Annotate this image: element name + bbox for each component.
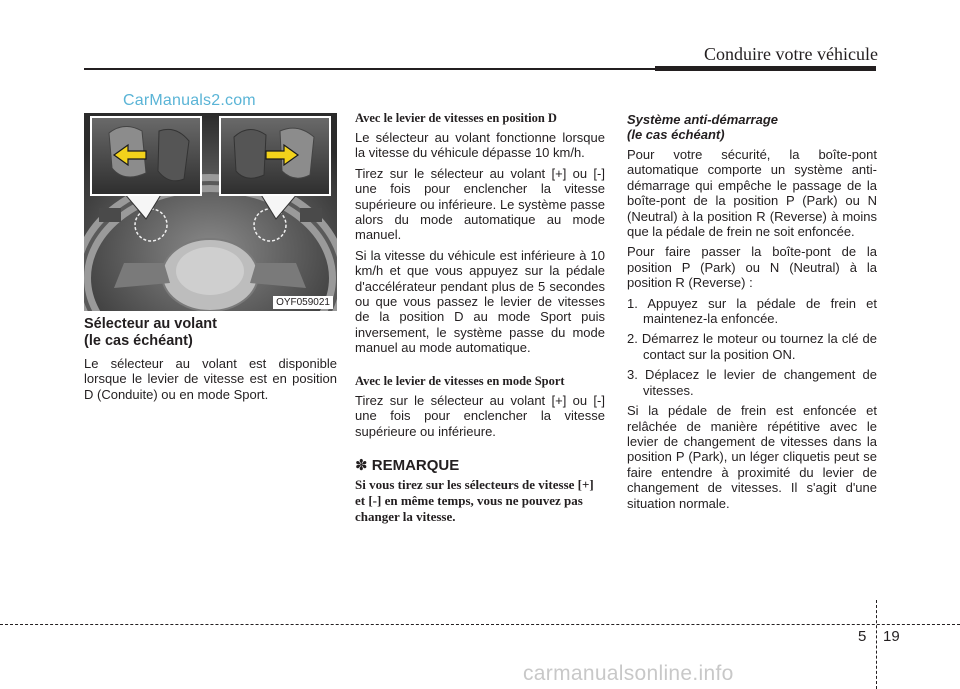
paragraph: Si la vitesse du véhicule est inférieure à 10 km/h et que vous appuyez sur la pédale d'accélérateur pendant plus de 5 secondes ou que vous passez le levier de vitesses de la position D au mode Sport puis inversement, le système passe du mode manuel au mode automatique. (355, 247, 605, 356)
remark-text: Si vous tirez sur les sélecteurs de vitesse [+] et [-] en même temps, vous ne pouvez pas changer la vitesse. (355, 476, 594, 524)
section-heading-line2: (le cas échéant) (84, 333, 193, 349)
section-heading-line2: (le cas échéant) (627, 127, 725, 142)
watermark-top[interactable]: CarManuals2.com (123, 92, 256, 109)
footer-rule (0, 624, 960, 625)
chapter-number: 5 (858, 628, 867, 645)
column-middle (355, 111, 605, 525)
steering-wheel-illustration (84, 113, 337, 311)
subheading-position-d: Avec le levier de vitesses en position D (355, 111, 557, 125)
header-title: Conduire votre véhicule (704, 44, 878, 64)
watermark-bottom[interactable]: carmanualsonline.info (523, 662, 734, 685)
column-left (84, 316, 337, 402)
paragraph: Pour votre sécurité, la boîte-pont automatique comporte un système anti-démarrage qui empêche le passage de la boîte-pont de la position P (Park) ou N (Neutral) à la position R (Reverse) à moins que la pédale de frein ne soit enfoncée. (627, 147, 877, 240)
column-right (627, 112, 877, 511)
paragraph: Si la pédale de frein est enfoncée et relâchée de manière répétitive avec le levier de changement de vitesses dans la position P (Park), un léger cliquetis peut se faire entendre à proximité du levier de changement de vitesses. Il s'agit d'une situation normale. (627, 403, 877, 511)
list-item: 3. Déplacez le levier de changement de vitesses. (627, 367, 877, 398)
subheading-sport-mode: Avec le levier de vitesses en mode Sport (355, 373, 565, 388)
header-rule-accent (655, 66, 876, 71)
section-heading-line1: Sélecteur au volant (84, 316, 217, 332)
section-heading-line1: Système anti-démarrage (627, 112, 779, 127)
paragraph: Le sélecteur au volant fonctionne lorsque la vitesse du véhicule dépasse 10 km/h. (355, 130, 605, 161)
paragraph: Pour faire passer la boîte-pont de la position P (Park) ou N (Neutral) à la position R (Reverse) : (627, 244, 877, 291)
list-item: 1. Appuyez sur la pédale de frein et maintenez-la enfoncée. (627, 295, 877, 327)
page-number: 19 (883, 628, 900, 645)
figure-code: OYF059021 (273, 296, 333, 309)
remark-title: ✽ REMARQUE (355, 456, 460, 474)
list-item: 2. Démarrez le moteur ou tournez la clé de contact sur la position ON. (627, 331, 877, 362)
paragraph: Tirez sur le sélecteur au volant [+] ou [-] une fois pour enclencher la vitesse supérieure ou inférieure. (355, 392, 605, 439)
steering-wheel-figure (84, 113, 337, 311)
footer-vertical-rule (876, 600, 877, 689)
paragraph: Le sélecteur au volant est disponible lorsque le levier de vitesse est en position D (Conduite) ou en mode Sport. (84, 356, 337, 402)
paragraph: Tirez sur le sélecteur au volant [+] ou [-] une fois pour enclencher la vitesse supérieure ou inférieure. Le système passe alors du mode automatique au mode manuel. (355, 165, 605, 243)
